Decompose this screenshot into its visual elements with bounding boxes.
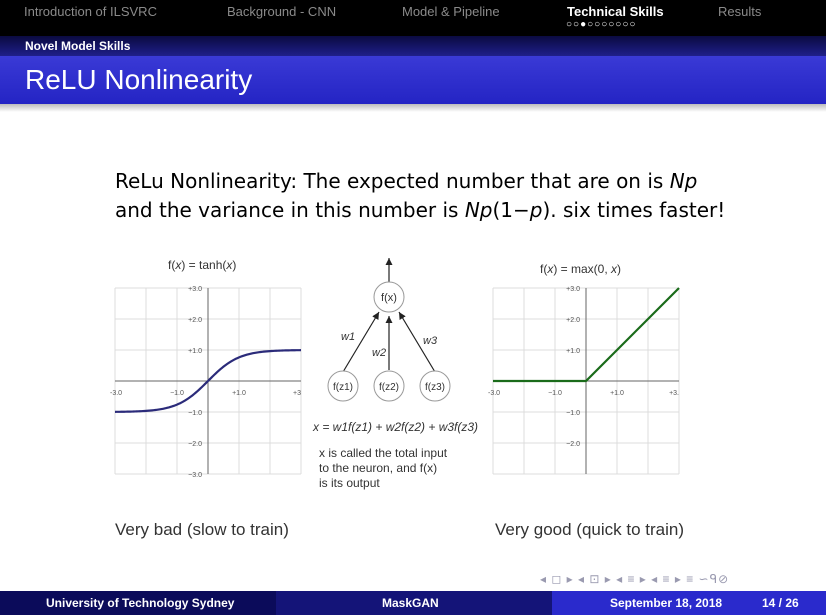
nav-item-background[interactable]: Background - CNN [227,4,337,19]
statement-math-np-2: Np [464,198,493,222]
footer-center [276,591,552,615]
subsection-bar [0,36,826,56]
weight-label-2: w2 [372,347,387,359]
neuron-desc-1: x is called the total input [319,446,448,460]
tanh-y-tick-label: −1.0 [188,410,202,417]
relu-y-tick-label: +3.0 [566,286,580,293]
tanh-title-d: x [226,258,233,272]
relu-x-tick-label: -3.0 [488,390,501,397]
relu-y-tick-label: −2.0 [566,441,580,448]
relu-y-tick-label: +1.0 [566,348,580,355]
tanh-x-tick-label: −1.0 [170,390,184,397]
subsection-title: Novel Model Skills [25,39,131,53]
footer-bar [0,591,826,615]
neuron-diagram [315,250,485,410]
relu-y-tick-label: −1.0 [566,410,580,417]
tanh-chart [110,286,301,479]
relu-x-tick-label: +3. [669,390,679,397]
relu-title [540,262,621,276]
section-nav-bar [0,0,826,36]
relu-chart [488,286,679,474]
statement-line-2 [115,198,725,222]
beamer-navigation-symbols[interactable]: ◂ ◻ ▸ ◂ ⊡ ▸ ◂ ≡ ▸ ◂ ≡ ▸ ≡ ∽ᑫ⊘ [540,572,730,586]
slide-progress-dots[interactable]: ○○●○○○○○○○ [566,19,637,30]
relu-title-d: x [611,262,618,276]
statement-math-np: Np [669,169,698,193]
footer-short-title: MaskGAN [382,596,439,610]
nav-item-technical-skills[interactable]: Technical Skills [567,4,664,19]
input-node-label-1: f(z1) [333,382,353,393]
tanh-x-tick-label: +1.0 [232,390,246,397]
tanh-y-tick-label: −2.0 [188,441,202,448]
nav-item-model-pipeline[interactable]: Model & Pipeline [402,4,500,19]
relu-title-c: ) = max(0, [553,262,612,276]
statement-math-paren: (1− [492,198,530,222]
caption-tanh: Very bad (slow to train) [115,520,289,539]
statement-text-1: ReLu Nonlinearity: The expected number that are on is [115,169,670,193]
tanh-title-a: f( [168,258,176,272]
relu-y-tick-label: +2.0 [566,317,580,324]
input-node-label-2: f(z2) [379,382,399,393]
weight-label-1: w1 [341,331,356,343]
statement-math-p: p [529,198,543,222]
relu-x-tick-label: −1.0 [548,390,562,397]
frame-title-bar [0,56,826,104]
statement-line-1 [115,169,697,193]
relu-title-a: f( [540,262,548,276]
tanh-x-tick-label: +3 [293,390,301,397]
tanh-title [168,258,236,272]
tanh-title-b: x [175,258,182,272]
tanh-y-tick-label: +2.0 [188,317,202,324]
tanh-y-tick-label: +1.0 [188,348,202,355]
tanh-y-tick-label: +3.0 [188,286,202,293]
footer-university: University of Technology Sydney [46,596,235,610]
tanh-x-tick-label: -3.0 [110,390,123,397]
neuron-desc-2: to the neuron, and f(x) [319,461,438,475]
input-node-label-3: f(z3) [425,382,445,393]
tanh-title-c: ) = tanh( [181,258,227,272]
nav-item-results[interactable]: Results [718,4,762,19]
statement-text-2: and the variance in this number is [115,198,465,222]
tanh-y-tick-label: −3.0 [188,472,202,479]
caption-relu: Very good (quick to train) [495,520,684,539]
footer-date: September 18, 2018 [610,596,723,610]
neuron-desc-3: is its output [319,476,380,490]
footer-page-number: 14 / 26 [762,596,799,610]
tanh-title-e: ) [232,258,237,272]
relu-title-e: ) [617,262,622,276]
neuron-equation: x = w1f(z1) + w2f(z2) + w3f(z3) [313,420,479,434]
frame-title: ReLU Nonlinearity [25,64,253,95]
nav-item-introduction[interactable]: Introduction of ILSVRC [24,4,157,19]
title-shadow [0,104,826,112]
output-node-label: f(x) [381,292,397,304]
footer-right [552,591,826,615]
weight-label-3: w3 [423,335,438,347]
relu-title-b: x [547,262,554,276]
relu-x-tick-label: +1.0 [610,390,624,397]
statement-text-3: . six times faster! [550,198,726,222]
statement-math-close: ) [542,198,551,222]
footer-left [0,591,276,615]
